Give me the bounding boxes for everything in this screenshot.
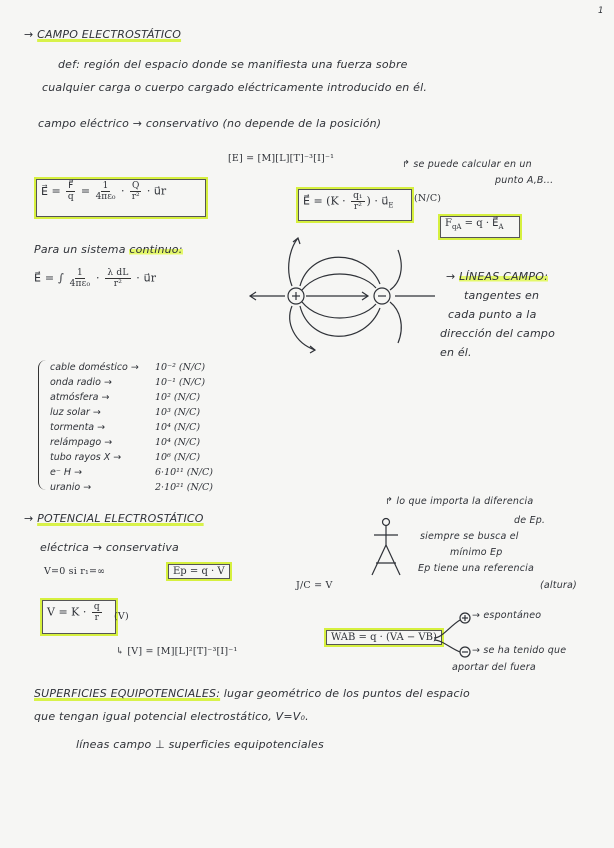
wab-branch-lines — [432, 612, 472, 658]
def-line-2: cualquier carga o cuerpo cargado eléctricamente introducido en él. — [42, 81, 428, 94]
formula-continuo: E⃗ = ∫ $\frac{1}{\text{4πε₀}}$ · $\frac{\text{λ dL}}{\text{r²}}$ · u⃗r — [34, 268, 157, 289]
list-item: luz solar → 10³ (N/C) — [50, 407, 201, 418]
section-title-campo: → CAMPO ELECTROSTÁTICO — [24, 28, 182, 41]
continuo-highlight: continuo: — [129, 243, 183, 256]
list-item: tormenta → 10⁴ (N/C) — [50, 422, 201, 433]
superficies-line-1: SUPERFICIES EQUIPOTENCIALES: lugar geométrico de los puntos del espacio — [34, 687, 470, 700]
v-unit: (V) — [114, 611, 129, 622]
superficies-line-2: que tengan igual potencial electrostático, V=V₀. — [34, 710, 309, 723]
importa-6: (altura) — [540, 580, 577, 591]
def-line-1: def: región del espacio donde se manifiesta una fuerza sobre — [58, 58, 408, 71]
formula-F-box: $F_{qA} = q$ · $E⃗_A$ — [438, 214, 522, 240]
list-item: onda radio → 10⁻¹ (N/C) — [50, 377, 206, 388]
importa-3: siempre se busca el — [420, 531, 519, 542]
aportar-text-2: aportar del fuera — [452, 662, 536, 673]
units-E: [E] = [M][L][T]⁻³[I]⁻¹ — [228, 153, 335, 164]
list-item: uranio → 2·10²¹ (N/C) — [50, 482, 213, 493]
formula-E-box: E⃗ = $\frac{F⃗}{q}$ = $\frac{1}{\text{4πε₀}}$ · $\frac{Q}{\text{r²}}$ · u⃗r — [34, 177, 208, 219]
list-item: relámpago → 10⁴ (N/C) — [50, 437, 201, 448]
list-item: tubo rayos X → 10⁶ (N/C) — [50, 452, 201, 463]
superficies-lineas: líneas campo ⊥ superficies equipotenciales — [76, 738, 324, 751]
section-title-potencial: → POTENCIAL ELECTROSTÁTICO — [24, 512, 204, 525]
v-units: ↳ [V] = [M][L]²[T]⁻³[I]⁻¹ — [116, 646, 238, 657]
potencial-conservativa: eléctrica → conservativa — [40, 541, 179, 554]
unit-NC: (N/C) — [414, 193, 442, 204]
wab-box: WAB = q · (VA − VB) — [324, 628, 444, 647]
calc-note-2: punto A,B... — [495, 175, 554, 186]
espontaneo-text: → espontáneo — [472, 610, 542, 621]
lineas-2: cada punto a la — [448, 308, 537, 321]
ep-box: Ep = q · V — [166, 562, 232, 581]
stick-figure-icon — [368, 515, 404, 579]
list-item: atmósfera → 10² (N/C) — [50, 392, 201, 403]
lineas-4: en él. — [440, 346, 472, 359]
lineas-campo-title: → LÍNEAS CAMPO: — [446, 270, 549, 283]
importa-4: mínimo Ep — [450, 547, 503, 558]
superficies-title: SUPERFICIES EQUIPOTENCIALES: — [34, 687, 221, 700]
conservativo-line: campo eléctrico → conservativo (no depende de la posición) — [38, 117, 382, 130]
importa-2: de Ep. — [514, 515, 546, 526]
values-brace — [38, 360, 47, 490]
lineas-3: dirección del campo — [440, 327, 555, 340]
aportar-text-1: → se ha tenido que — [472, 645, 567, 656]
importa-5: Ep tiene una referencia — [418, 563, 535, 574]
calc-note-1: ↱ se puede calcular en un — [402, 159, 532, 170]
lineas-1: tangentes en — [464, 289, 540, 302]
jc-equals-v: J/C = V — [296, 580, 333, 591]
list-item: e⁻ H → 6·10¹¹ (N/C) — [50, 467, 213, 478]
v-zero-condition: V=0 si r₁=∞ — [44, 566, 106, 577]
list-item: cable doméstico → 10⁻² (N/C) — [50, 362, 206, 373]
v-formula-box: V = K · $\frac{q}{r}$ — [40, 598, 118, 636]
field-lines-diagram — [240, 228, 440, 358]
page-number: 1 — [598, 6, 604, 16]
formula-E2-box: E⃗ = (K · $\frac{\text{q₁}}{\text{r²}}$ ) · $u⃗_E$ — [296, 187, 414, 223]
importa-1: ↱ lo que importa la diferencia — [385, 496, 534, 507]
continuo-line: Para un sistema continuo: — [34, 243, 183, 256]
campo-title-text: CAMPO ELECTROSTÁTICO — [37, 28, 182, 41]
